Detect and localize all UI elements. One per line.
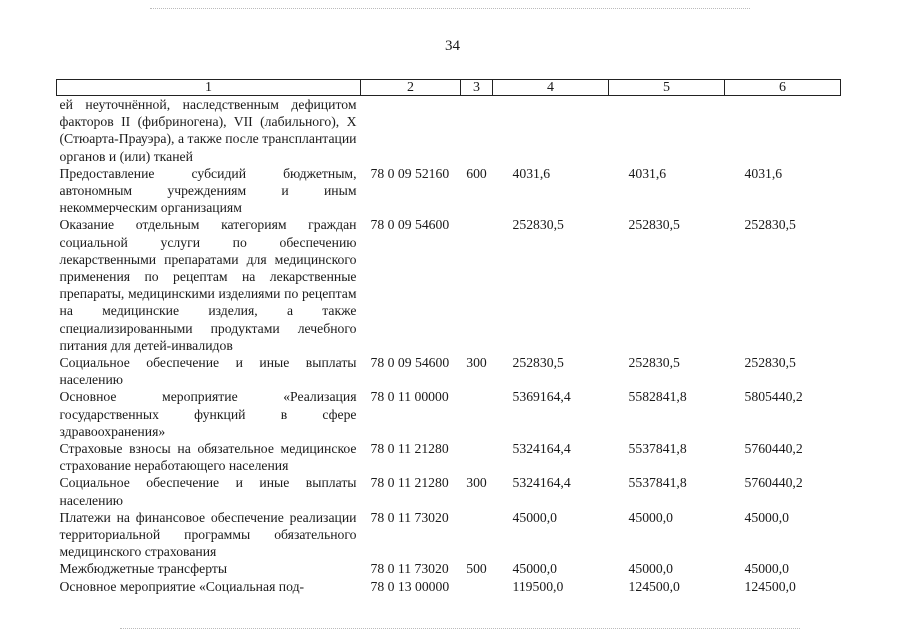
column-header: 1 (57, 80, 361, 96)
expense-type-code (461, 509, 493, 561)
expense-type-code (461, 388, 493, 440)
amount-year-1: 45000,0 (512, 561, 557, 577)
column-header: 5 (609, 80, 725, 96)
amount-year-2: 5537841,8 (628, 441, 687, 457)
row-name-cell: Платежи на финансовое обеспечение реализации территориальной программы обязательного медицинского страхования (59, 509, 357, 560)
amount-year-1: 4031,6 (512, 165, 551, 181)
target-article-code: 78 0 11 73020 (370, 509, 449, 525)
table-row (57, 474, 841, 508)
amount-year-3: 45000,0 (744, 509, 789, 525)
expense-type-code: 300 (466, 355, 487, 371)
amount-year-1: 119500,0 (512, 578, 564, 594)
amount-year-1: 252830,5 (512, 355, 564, 371)
target-article-code: 78 0 11 21280 (370, 441, 449, 457)
amount-year-3: 252830,5 (744, 355, 796, 371)
amount-year-2: 252830,5 (628, 217, 680, 233)
table-row (57, 388, 841, 440)
target-article-code (361, 96, 461, 165)
amount-year-1: 5324164,4 (512, 441, 571, 457)
column-header: 4 (493, 80, 609, 96)
row-name-cell: Страховые взносы на обязательное медицинское страхование неработающего населения (59, 441, 357, 474)
amount-year-2: 45000,0 (628, 509, 673, 525)
expense-type-code (461, 216, 493, 354)
amount-year-1: 5324164,4 (512, 475, 571, 491)
amount-year-3: 252830,5 (744, 217, 796, 233)
amount-year-2: 45000,0 (628, 561, 673, 577)
amount-year-1: 252830,5 (512, 217, 564, 233)
amount-year-2: 5582841,8 (628, 389, 687, 405)
target-article-code: 78 0 11 00000 (370, 389, 449, 405)
amount-year-2: 4031,6 (628, 165, 667, 181)
amount-year-3 (725, 96, 841, 165)
row-name-cell: Социальное обеспечение и иные выплаты населению (59, 355, 357, 388)
target-article-code: 78 0 09 54600 (370, 217, 450, 233)
amount-year-3: 5760440,2 (744, 475, 803, 491)
target-article-code: 78 0 13 00000 (370, 578, 450, 594)
scan-artifact-bottom (120, 628, 800, 630)
table-header-row (57, 80, 841, 96)
amount-year-1 (493, 96, 609, 165)
amount-year-2: 252830,5 (628, 355, 680, 371)
amount-year-3: 45000,0 (744, 561, 789, 577)
expense-type-code: 600 (466, 165, 487, 181)
expense-type-code (461, 440, 493, 474)
amount-year-3: 5805440,2 (744, 389, 803, 405)
column-header: 6 (725, 80, 841, 96)
table-row (57, 354, 841, 388)
row-name-cell: Основное мероприятие «Реализация государственных функций в сфере здравоохранения» (59, 389, 357, 439)
row-name-cell: Оказание отдельным категориям граждан социальной услуги по обеспечению лекарственными препаратами для медицинского применения по рецептам на лекарственные препараты, медицинскими изделиями по рецептам на медицинские изделия, а также специализированными продуктами лечебного питания для детей-инвалидов (59, 217, 357, 353)
column-header: 2 (361, 80, 461, 96)
amount-year-3: 124500,0 (744, 578, 796, 594)
expense-type-code (461, 578, 493, 595)
budget-table (56, 79, 841, 595)
row-name-cell: Межбюджетные трансферты (59, 561, 228, 577)
page-number: 34 (445, 38, 460, 54)
table-row (57, 96, 841, 165)
table-row (57, 578, 841, 595)
row-name-cell: Предоставление субсидий бюджетным, автономным учреждениям и иным некоммерческим организациям (59, 165, 357, 216)
target-article-code: 78 0 11 21280 (370, 475, 449, 491)
expense-type-code: 500 (466, 561, 487, 577)
table-row (57, 165, 841, 217)
row-name-cell: ей неуточнённой, наследственным дефицитом факторов II (фибриногена), VII (лабильного), X (Стюарта-Прауэра), а также после трансплантации органов и (или) тканей (59, 97, 357, 164)
amount-year-2: 124500,0 (628, 578, 680, 594)
expense-type-code (461, 96, 493, 165)
amount-year-1: 5369164,4 (512, 389, 571, 405)
amount-year-2 (609, 96, 725, 165)
target-article-code: 78 0 09 52160 (370, 165, 450, 181)
amount-year-1: 45000,0 (512, 509, 557, 525)
scan-artifact-top (150, 8, 750, 10)
row-name-cell: Социальное обеспечение и иные выплаты населению (59, 475, 357, 508)
amount-year-3: 4031,6 (744, 165, 783, 181)
table-row (57, 560, 841, 577)
amount-year-3: 5760440,2 (744, 441, 803, 457)
row-name-cell: Основное мероприятие «Социальная под- (59, 578, 305, 594)
expense-type-code: 300 (466, 475, 487, 491)
amount-year-2: 5537841,8 (628, 475, 687, 491)
target-article-code: 78 0 11 73020 (370, 561, 449, 577)
column-header: 3 (461, 80, 493, 96)
target-article-code: 78 0 09 54600 (370, 355, 450, 371)
table-row (57, 216, 841, 354)
table-row (57, 509, 841, 561)
table-row (57, 440, 841, 474)
